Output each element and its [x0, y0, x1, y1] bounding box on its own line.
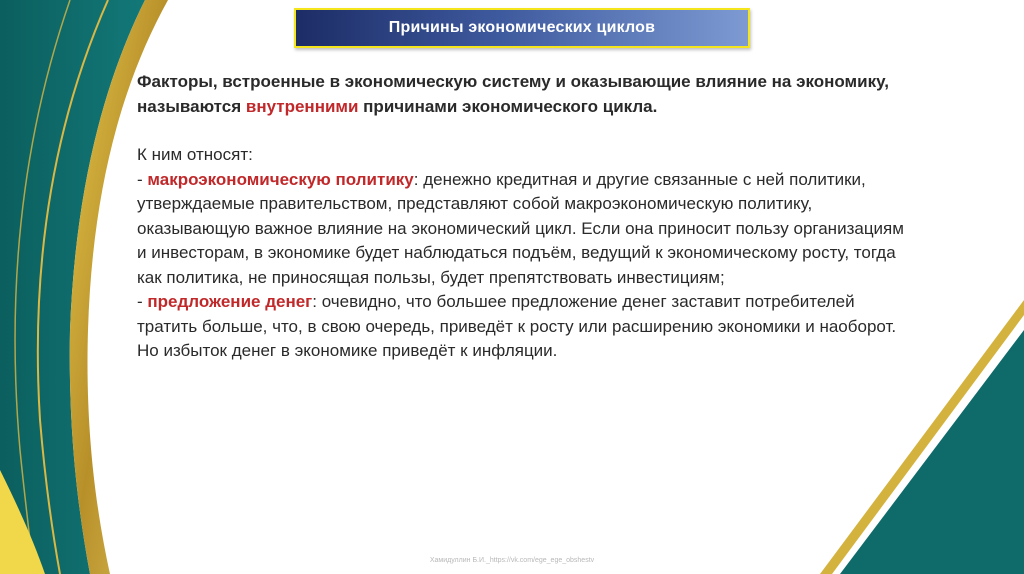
list-intro: К ним относят:: [137, 145, 253, 164]
spacer: [137, 119, 917, 143]
list-item-prefix: -: [137, 169, 148, 189]
intro-text-end: причинами экономического цикла.: [358, 96, 658, 116]
intro-paragraph: [137, 70, 917, 119]
intro-highlight: внутренними: [245, 96, 359, 116]
footer-credit: Хамидуллин Б.И._https://vk.com/ege_ege_obshestv: [429, 557, 595, 564]
list-item-term: предложение денег: [147, 292, 313, 311]
slide-content: [137, 70, 917, 364]
list-item-money-supply: [137, 290, 917, 364]
list-item-term: макроэкономическую политику: [147, 169, 414, 189]
intro-text-start: Факторы, встроенные в экономическую систему и оказывающие влияние на экономику, называются: [137, 72, 889, 116]
list-item-macro-policy: [137, 168, 917, 291]
list-item-prefix: -: [137, 292, 148, 311]
list-item-text: : очевидно, что большее предложение денег заставит потребителей тратить больше, что, в свою очередь, приведёт к росту или расширению экономики и наоборот. Но избыток денег в экономике приведёт к инфляции.: [137, 292, 897, 360]
list-item-text: : денежно кредитная и другие связанные с ней политики, утверждаемые правительством, представляют собой макроэкономическую политику, оказывающую важное влияние на экономический цикл. Если она приносит пользу организациям и инвесторам, в экономике будет наблюдаться подъём, ведущий к экономическому росту, тогда как политика, не приносящая пользы, будет препятствовать инвестициям;: [137, 169, 904, 287]
page-title: Причины экономических циклов: [388, 19, 656, 36]
right-teal-corner: [840, 330, 1024, 574]
title-banner: [294, 8, 750, 48]
